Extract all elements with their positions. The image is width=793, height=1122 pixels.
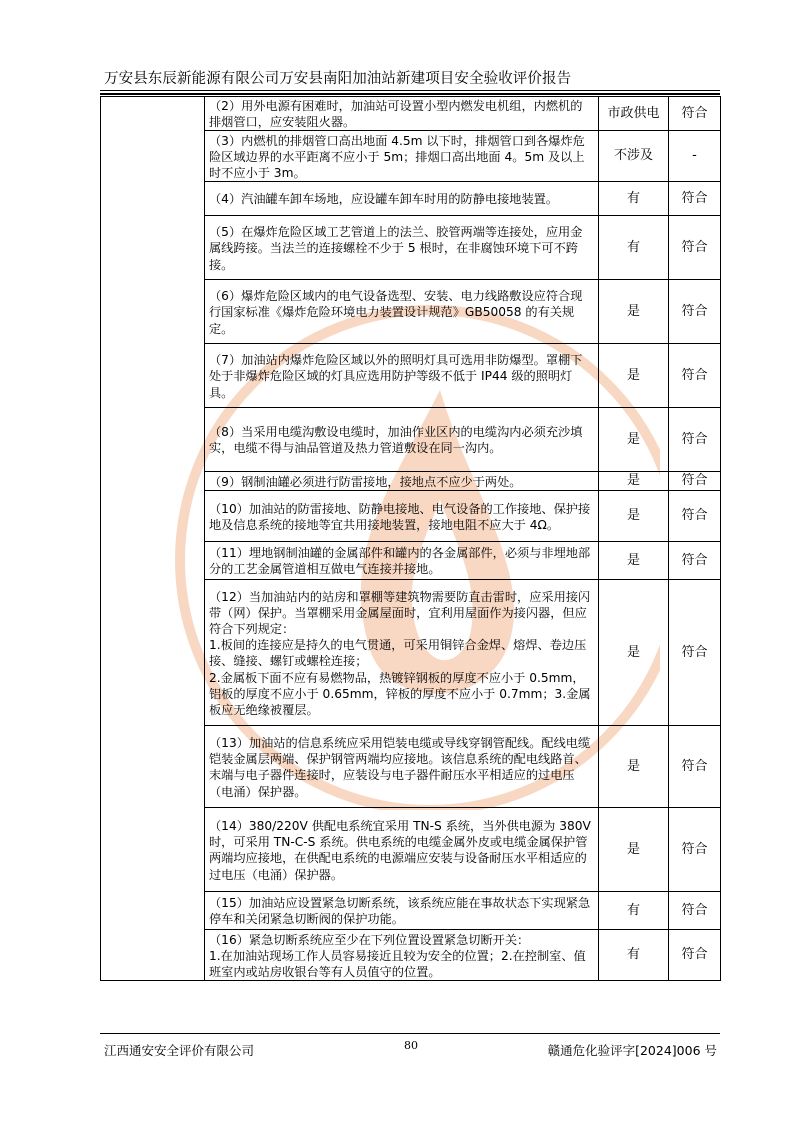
result-cell: 符合: [669, 408, 721, 472]
header-rule-thick: [100, 93, 720, 95]
status-cell: 有: [599, 216, 669, 280]
status-cell: 市政供电: [599, 97, 669, 131]
result-cell: 符合: [669, 726, 721, 808]
requirement-cell: （14）380/220V 供配电系统宜采用 TN-S 系统，当外供电源为 380V 时，可采用 TN-C-S 系统。供电系统的电缆金属外皮或电缆金属保护管两端均应接地，在供配电系统的电源端应安装与设备耐压水平相适应的过电压（电涌）保护器。: [205, 808, 599, 892]
requirement-cell: （13）加油站的信息系统应采用铠装电缆或导线穿钢管配线。配线电缆铠装金属层两端、保护钢管两端均应接地。该信息系统的配电线路首、末端与电子器件连接时，应装设与电子器件耐压水平相适应的过电压（电涌）保护器。: [205, 726, 599, 808]
status-cell: 不涉及: [599, 131, 669, 182]
status-cell: 是: [599, 580, 669, 726]
category-cell: [101, 97, 205, 981]
result-cell: 符合: [669, 472, 721, 491]
requirement-cell: （7）加油站内爆炸危险区域以外的照明灯具可选用非防爆型。罩棚下处于非爆炸危险区域的灯具应选用防护等级不低于 IP44 级的照明灯具。: [205, 344, 599, 408]
footer-rule: [100, 1033, 720, 1034]
result-cell: 符合: [669, 892, 721, 930]
footer-page-number: 80: [404, 1039, 418, 1052]
status-cell: 有: [599, 930, 669, 981]
requirement-cell: （4）汽油罐车卸车场地，应设罐车卸车时用的防静电接地装置。: [205, 182, 599, 216]
requirement-cell: （12）当加油站内的站房和罩棚等建筑物需要防直击雷时，应采用接闪带（网）保护。当罩棚采用金属屋面时，宜利用屋面作为接闪器，但应符合下列规定： 1.板间的连接应是持久的电气贯通，可采用铜锌合金焊、熔焊、卷边压接、缝接、螺钉或螺栓连接； 2.金属板下面不应有易燃物品，热镀锌钢板的厚度不应小于 0.5mm，铝板的厚度不应小于 0.65mm，锌板的厚度不应小于 0.7mm；3.金属板应无绝缘被覆层。: [205, 580, 599, 726]
evaluation-table: [100, 96, 721, 981]
requirement-cell: （6）爆炸危险区域内的电气设备选型、安装、电力线路敷设应符合现行国家标准《爆炸危险环境电力装置设计规范》GB50058 的有关规定。: [205, 280, 599, 344]
requirement-cell: （10）加油站的防雷接地、防静电接地、电气设备的工作接地、保护接地及信息系统的接地等宜共用接地装置，接地电阻不应大于 4Ω。: [205, 491, 599, 542]
status-cell: 是: [599, 344, 669, 408]
page-header-title: 万安县东辰新能源有限公司万安县南阳加油站新建项目安全验收评价报告: [104, 71, 572, 87]
result-cell: 符合: [669, 542, 721, 580]
result-cell: 符合: [669, 216, 721, 280]
requirement-cell: （2）用外电源有困难时，加油站可设置小型内燃发电机组，内燃机的排烟管口，应安装阻火器。: [205, 97, 599, 131]
requirement-cell: （15）加油站应设置紧急切断系统，该系统应能在事故状态下实现紧急停车和关闭紧急切断阀的保护功能。: [205, 892, 599, 930]
result-cell: 符合: [669, 97, 721, 131]
requirement-cell: （16）紧急切断系统应至少在下列位置设置紧急切断开关： 1.在加油站现场工作人员容易接近且较为安全的位置；2.在控制室、值班室内或站房收银台等有人员值守的位置。: [205, 930, 599, 981]
status-cell: 有: [599, 892, 669, 930]
status-cell: 是: [599, 808, 669, 892]
table-row: [101, 97, 721, 131]
requirement-cell: （3）内燃机的排烟管口高出地面 4.5m 以下时，排烟管口到各爆炸危险区域边界的水平距离不应小于 5m；排烟口高出地面 4。5m 及以上时不应小于 3m。: [205, 131, 599, 182]
status-cell: 是: [599, 491, 669, 542]
status-cell: 有: [599, 182, 669, 216]
status-cell: 是: [599, 542, 669, 580]
footer-doc-code: 赣通危化验评字[2024]006 号: [547, 1043, 717, 1058]
result-cell: 符合: [669, 580, 721, 726]
status-cell: 是: [599, 472, 669, 491]
result-cell: 符合: [669, 930, 721, 981]
result-cell: 符合: [669, 344, 721, 408]
requirement-cell: （5）在爆炸危险区域工艺管道上的法兰、胶管两端等连接处，应用金属线跨接。当法兰的连接螺栓不少于 5 根时，在非腐蚀环境下可不跨接。: [205, 216, 599, 280]
footer-company: 江西通安安全评价有限公司: [104, 1043, 255, 1058]
header-rule-thin: [100, 90, 720, 91]
result-cell: 符合: [669, 280, 721, 344]
result-cell: 符合: [669, 808, 721, 892]
result-cell: -: [669, 131, 721, 182]
requirement-cell: （8）当采用电缆沟敷设电缆时，加油作业区内的电缆沟内必须充沙填实，电缆不得与油品管道及热力管道敷设在同一沟内。: [205, 408, 599, 472]
requirement-cell: （11）埋地钢制油罐的金属部件和罐内的各金属部件，必须与非埋地部分的工艺金属管道相互做电气连接并接地。: [205, 542, 599, 580]
result-cell: 符合: [669, 491, 721, 542]
status-cell: 是: [599, 280, 669, 344]
requirement-cell: （9）钢制油罐必须进行防雷接地，接地点不应少于两处。: [205, 472, 599, 491]
status-cell: 是: [599, 408, 669, 472]
status-cell: 是: [599, 726, 669, 808]
result-cell: 符合: [669, 182, 721, 216]
